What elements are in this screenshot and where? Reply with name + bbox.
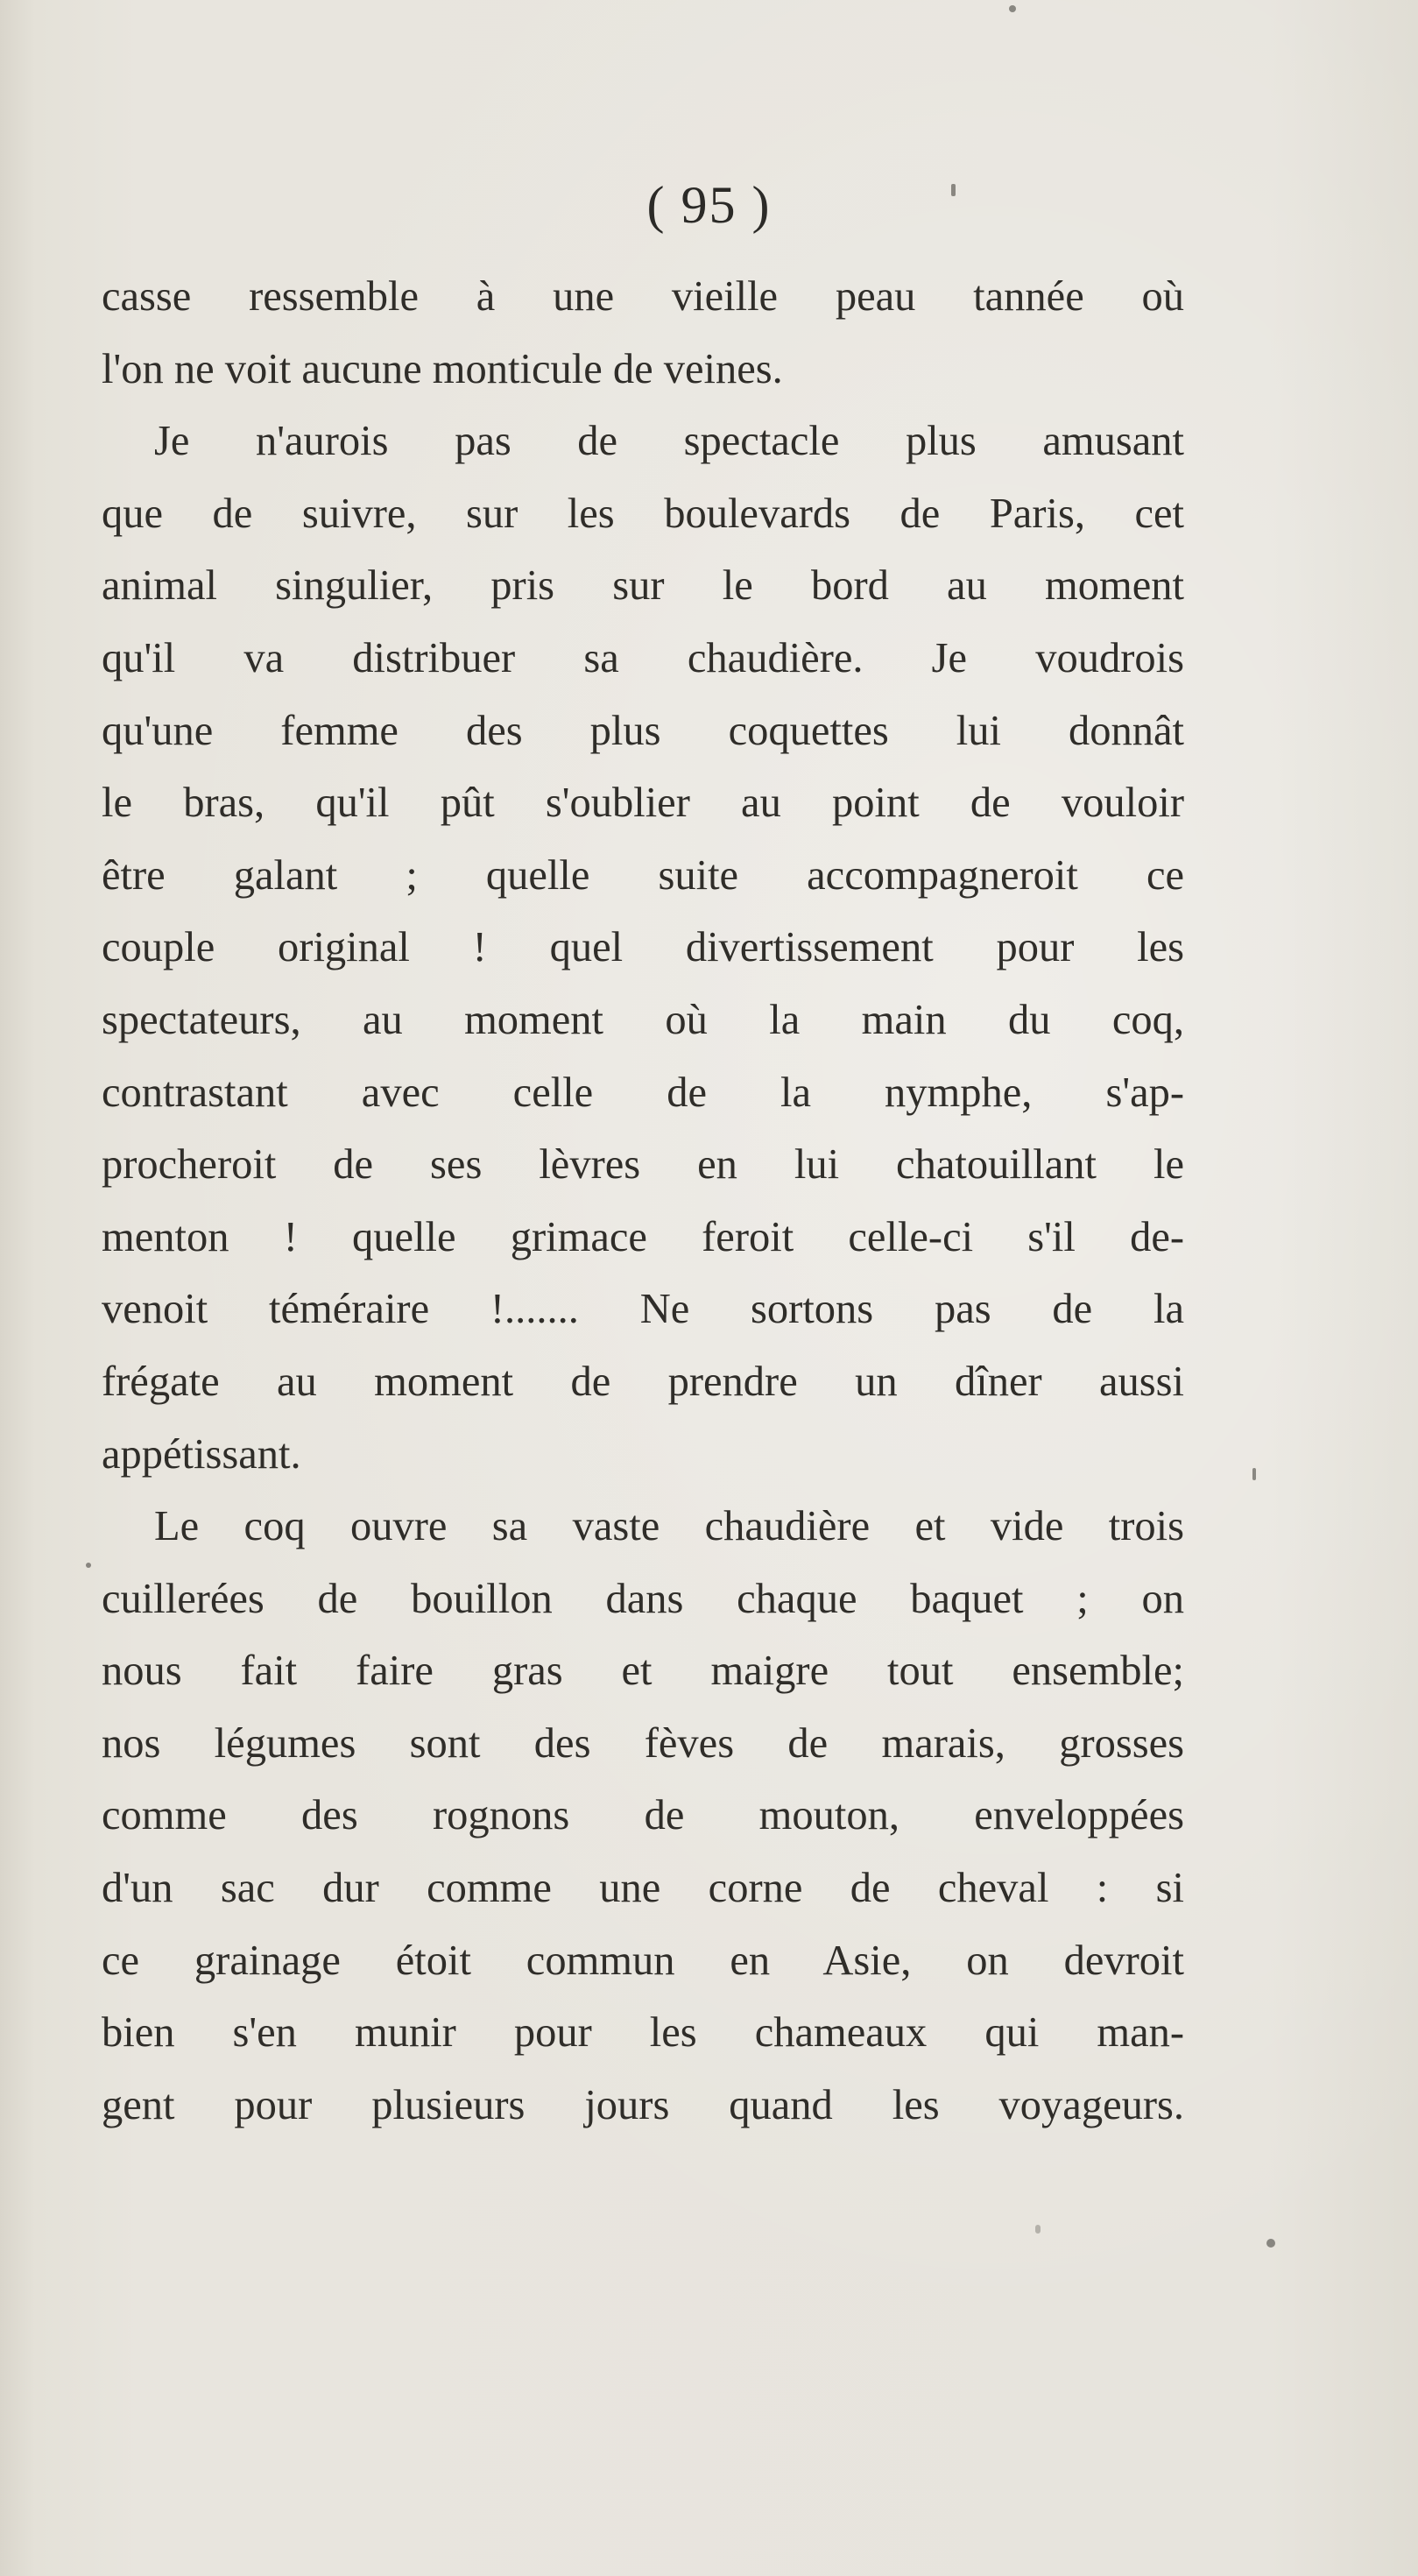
text-line: ce grainage étoit commun en Asie, on devroit	[102, 1937, 1184, 1984]
text-line: qu'il va distribuer sa chaudière. Je voudrois	[102, 634, 1184, 681]
text-line: procheroit de ses lèvres en lui chatouillant le	[102, 1141, 1184, 1189]
text-line: que de suivre, sur les boulevards de Paris, cet	[102, 490, 1184, 537]
text-line: le bras, qu'il pût s'oublier au point de vouloir	[102, 780, 1184, 827]
body-text	[102, 261, 1184, 2142]
text-line: cuillerées de bouillon dans chaque baquet ; on	[102, 1575, 1184, 1622]
text-line: nos légumes sont des fèves de marais, grosses	[102, 1719, 1184, 1767]
text-line: l'on ne voit aucune monticule de veines.	[102, 345, 783, 392]
text-line: qu'une femme des plus coquettes lui donnât	[102, 707, 1184, 754]
paragraph-2	[102, 406, 1184, 1491]
text-line: venoit téméraire !....... Ne sortons pas de la	[102, 1286, 1184, 1333]
text-line: comme des rognons de mouton, enveloppées	[102, 1792, 1184, 1839]
text-line: Je n'aurois pas de spectacle plus amusant	[154, 418, 1184, 465]
text-line: casse ressemble à une vieille peau tannée où	[102, 273, 1184, 320]
paragraph-3	[102, 1491, 1184, 2142]
text-line: Le coq ouvre sa vaste chaudière et vide trois	[154, 1503, 1184, 1550]
paper-speck	[86, 1563, 91, 1568]
paragraph-1	[102, 261, 1184, 406]
text-line: menton ! quelle grimace feroit celle-ci s'il de-	[102, 1213, 1184, 1260]
text-line: gent pour plusieurs jours quand les voyageurs.	[102, 2081, 1184, 2128]
text-line: être galant ; quelle suite accompagneroit ce	[102, 851, 1184, 899]
text-line: d'un sac dur comme une corne de cheval : si	[102, 1865, 1184, 1912]
text-line: frégate au moment de prendre un dîner aussi	[102, 1358, 1184, 1405]
text-line: bien s'en munir pour les chameaux qui man-	[102, 2009, 1184, 2057]
text-line: contrastant avec celle de la nymphe, s'ap-	[102, 1069, 1184, 1116]
paper-speck	[1266, 2239, 1275, 2248]
page-number: ( 95 )	[646, 176, 772, 234]
paper-speck	[1035, 2225, 1041, 2234]
paper-speck	[1009, 5, 1016, 12]
text-line: animal singulier, pris sur le bord au moment	[102, 562, 1184, 610]
text-line: appétissant.	[102, 1430, 301, 1478]
text-line: spectateurs, au moment où la main du coq,	[102, 996, 1184, 1043]
text-line: nous fait faire gras et maigre tout ensemble;	[102, 1648, 1184, 1695]
paper-speck	[1252, 1468, 1256, 1480]
text-line: couple original ! quel divertissement pour les	[102, 924, 1184, 971]
paper-speck	[951, 184, 956, 196]
